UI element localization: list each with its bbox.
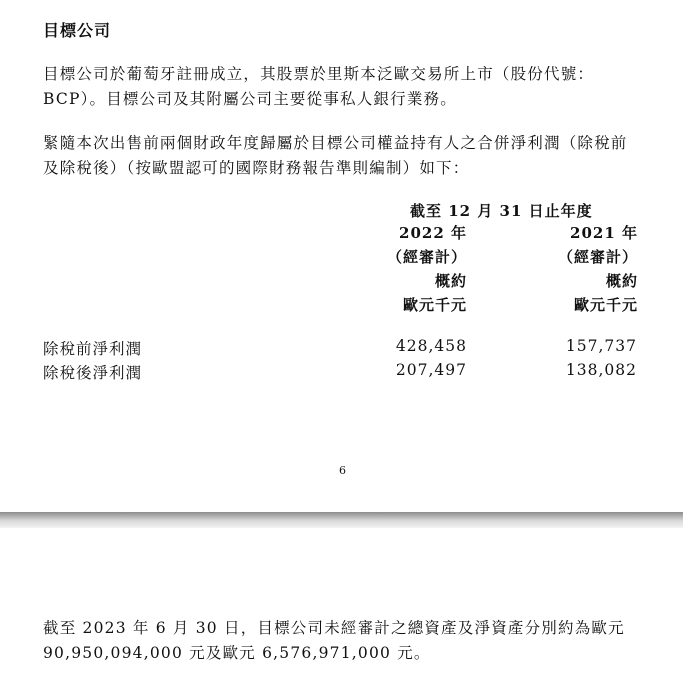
section-heading: 目標公司 [43, 21, 112, 40]
row-value-2021: 138,082 [565, 361, 637, 379]
column-audit-status: （經審計） [557, 248, 638, 266]
row-label: 除稅後淨利潤 [43, 364, 143, 382]
column-unit: 歐元千元 [402, 296, 467, 314]
table-row [43, 337, 639, 361]
company-description-paragraph: 目標公司於葡萄牙註冊成立，其股票於里斯本泛歐交易所上市（股份代號：BCP）。目標公司及其附屬公司主要從事私人銀行業務。 [43, 65, 595, 108]
row-value-2022: 428,458 [395, 337, 467, 355]
column-approx: 概約 [434, 272, 467, 290]
row-value-2021: 157,737 [565, 337, 637, 355]
page-number: 6 [339, 464, 346, 477]
column-audit-status: （經審計） [386, 248, 467, 266]
row-value-2022: 207,497 [395, 361, 467, 379]
row-label: 除稅前淨利潤 [43, 340, 143, 358]
table-period-header: 截至 12 月 31 日止年度 [410, 202, 593, 220]
table-row [43, 361, 639, 385]
table-column-header-2021 [558, 221, 638, 317]
column-year: 2022 年 [399, 224, 467, 242]
column-unit: 歐元千元 [573, 296, 638, 314]
net-profit-intro-paragraph: 緊隨本次出售前兩個財政年度歸屬於目標公司權益持有人之合併淨利潤（除稅前及除稅後）（按歐盟認可的國際財務報告準則編制）如下： [43, 134, 628, 177]
total-assets-paragraph: 截至 2023 年 6 月 30 日，目標公司未經審計之總資產及淨資產分別約為歐元 90,950,094,000 元及歐元 6,576,971,000 元。 [43, 619, 625, 662]
column-year: 2021 年 [570, 224, 638, 242]
table-column-header-2022 [387, 221, 467, 317]
column-approx: 概約 [605, 272, 638, 290]
page-separator [0, 512, 683, 528]
